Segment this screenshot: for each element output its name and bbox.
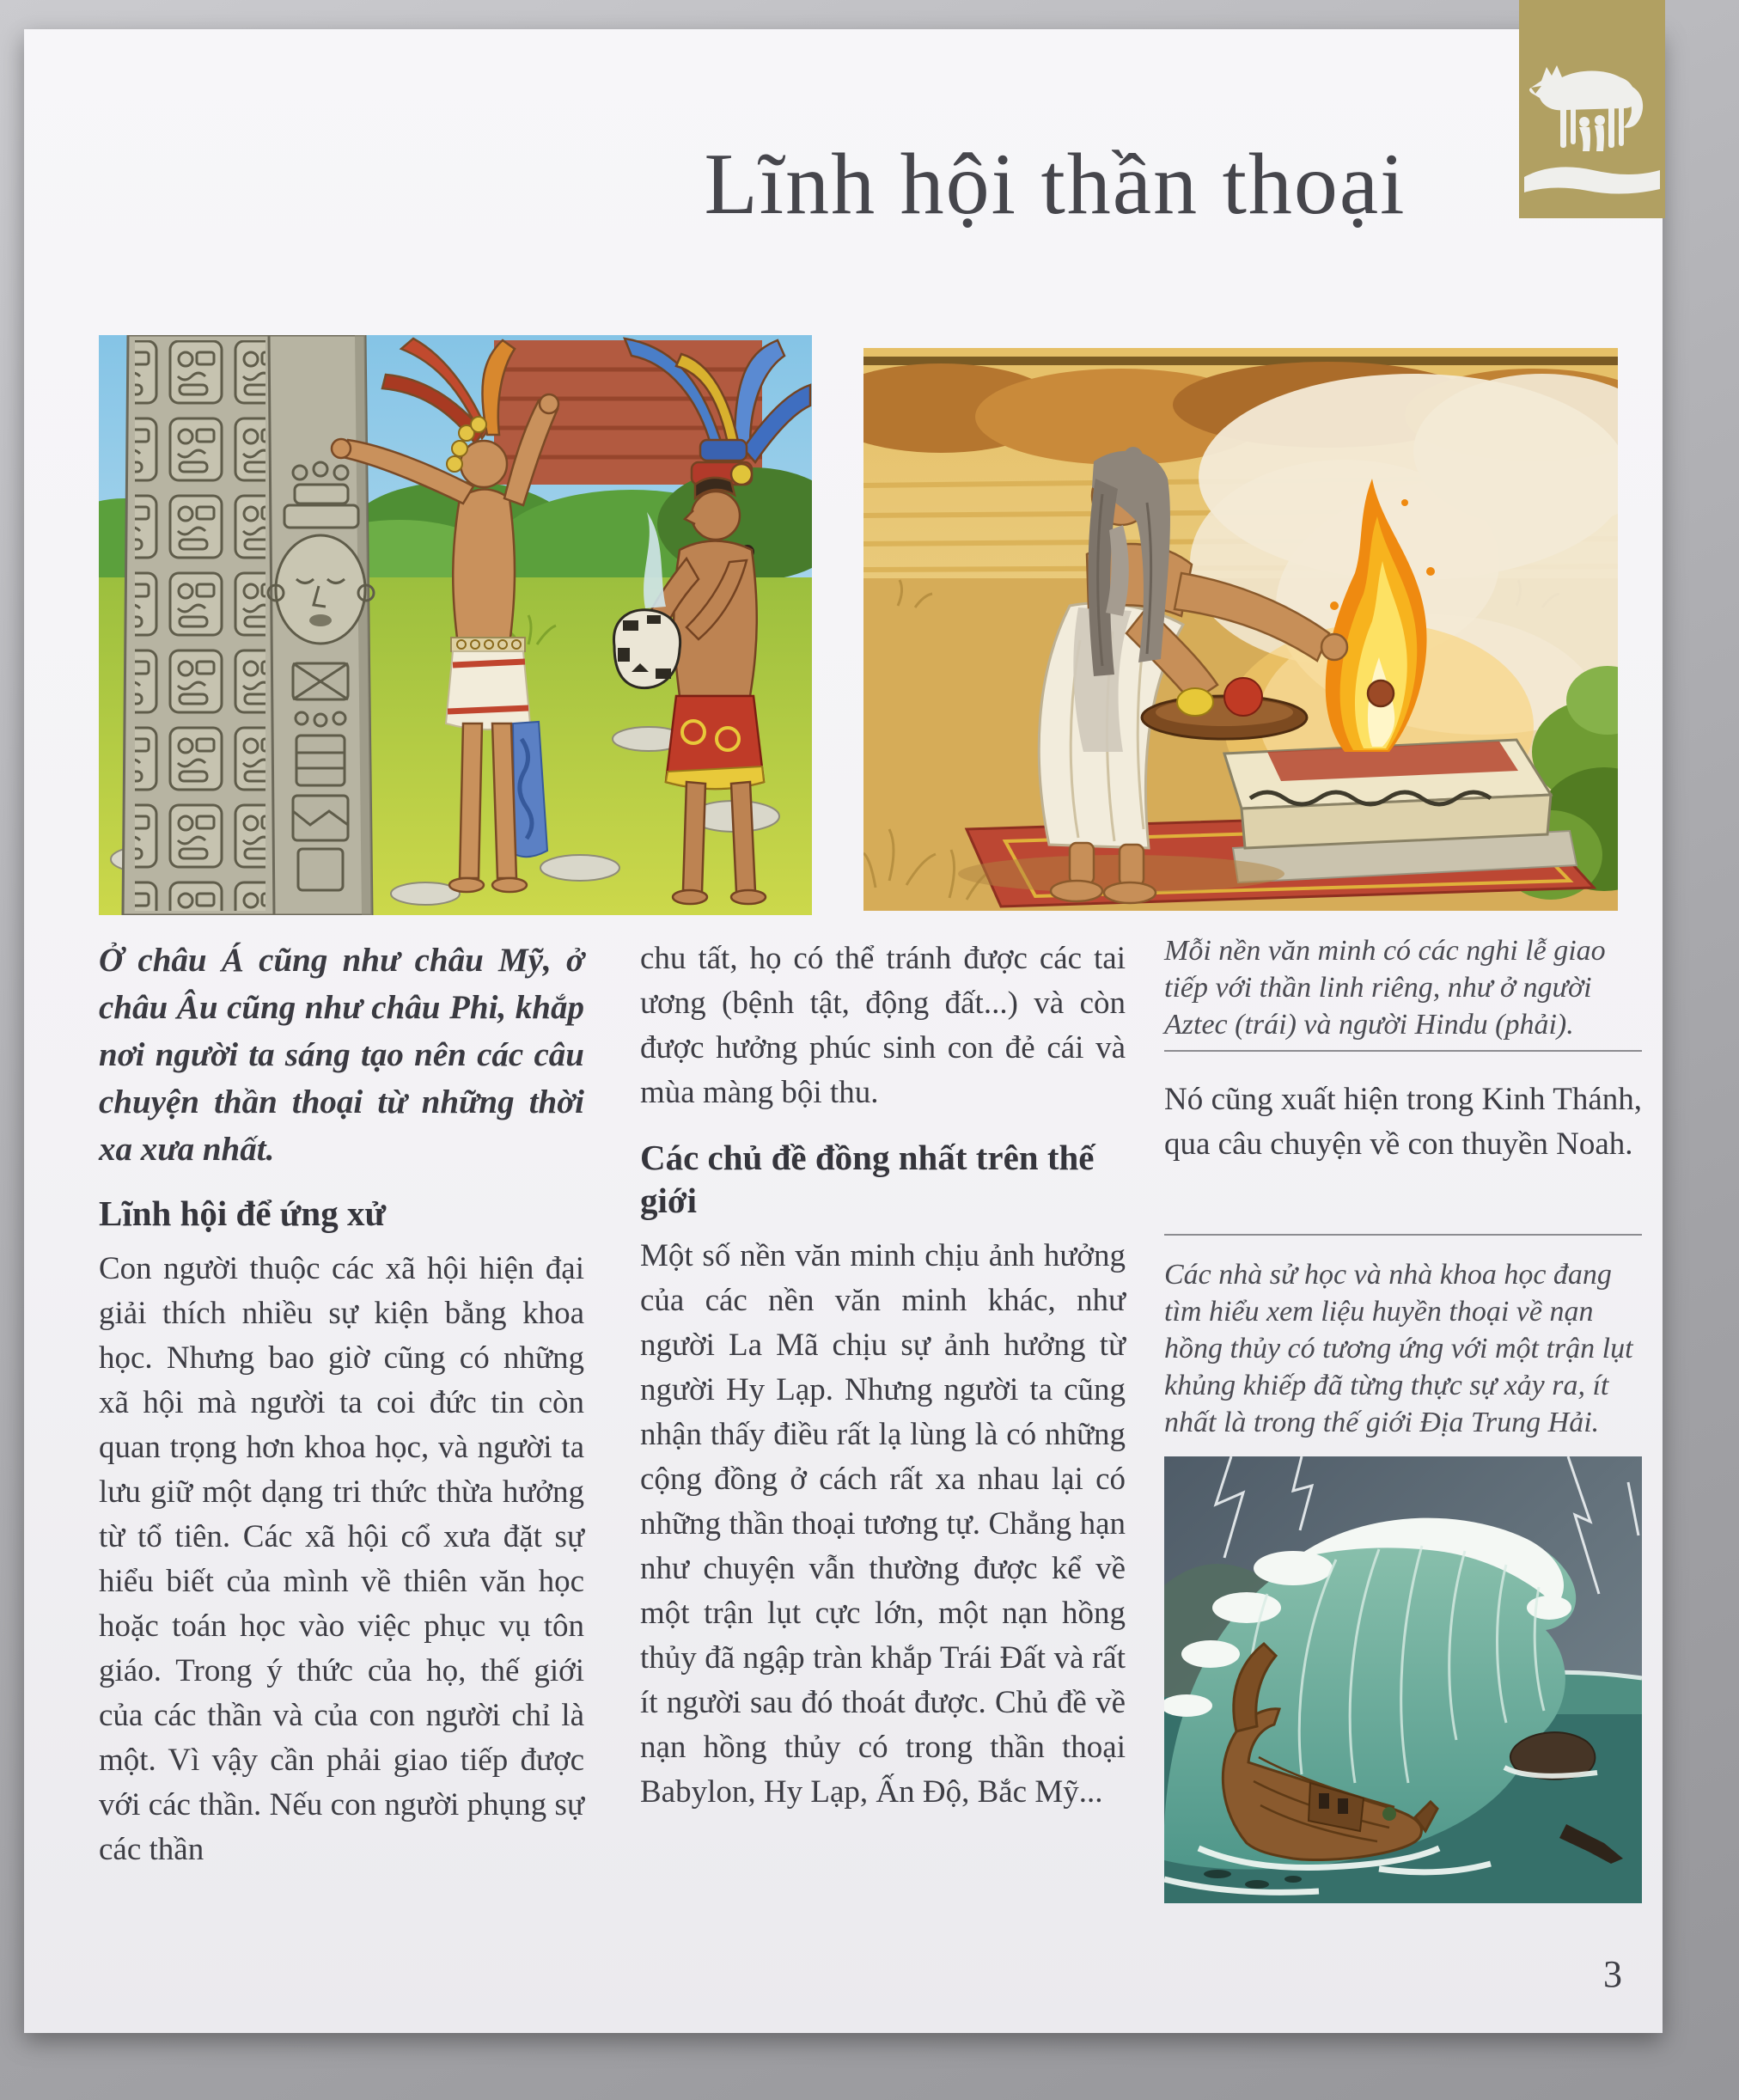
section-heading-themes: Các chủ đề đồng nhất trên thế giới [640, 1138, 1095, 1220]
section-heading-behaviour: Lĩnh hội để ứng xử [99, 1193, 387, 1233]
column2-body: Một số nền văn minh chịu ảnh hưởng của các nền văn minh khác, như người La Mã chịu sự ảnh hưởng từ người Hy Lạp. Nhưng người ta cũng nhận thấy điều rất lạ lùng là có những cộng đồng ở cách rất xa nhau lại có những thần thoại tương tự. Chẳng hạn như chuyện vẫn thường được kể về một trận lụt cực lớn, một nạn hồng thủy đã ngập tràn khắp Trái Đất và rất ít người sau đó thoát được. Chủ đề về nạn hồng thủy có trong thần thoại Babylon, Hy Lạp, Ấn Độ, Bắc Mỹ... [640, 1238, 1126, 1810]
flood-caption: Các nhà sử học và nhà khoa học đang tìm hiểu xem liệu huyền thoại về nạn hồng thủy có tương ứng với một trận lụt khủng khiếp đã từng thực sự xảy ra, ít nhất là trong thế giới Địa Trung Hải. [1164, 1259, 1633, 1438]
book-page [24, 29, 1663, 2033]
page-title: Lĩnh hội thần thoại [704, 136, 1406, 233]
flood-ark-illustration [1164, 1456, 1642, 1903]
intro-paragraph: Ở châu Á cũng như châu Mỹ, ở châu Âu cũng như châu Phi, khắp nơi người ta sáng tạo nên các câu chuyện thần thoại từ những thời xa xưa nhất. [99, 942, 584, 1168]
column2-body-top: chu tất, họ có thể tránh được các tai ương (bệnh tật, động đất...) và còn được hưởng phúc sinh con đẻ cái và mùa màng bội thu. [640, 941, 1126, 1110]
text-column-1 [99, 937, 584, 1872]
aztec-stela-illustration [99, 335, 812, 915]
chapter-band [1519, 0, 1665, 218]
text-column-3 [1164, 932, 1642, 1903]
text-column-2 [640, 937, 1126, 1815]
hindu-fire-ritual-illustration [863, 348, 1618, 911]
illustrations-caption: Mỗi nền văn minh có các nghi lễ giao tiếp với thần linh riêng, như ở người Aztec (trái) và người Hindu (phải). [1164, 935, 1606, 1041]
page-number: 3 [1603, 1953, 1622, 1995]
column3-body: Nó cũng xuất hiện trong Kinh Thánh, qua câu chuyện về con thuyền Noah. [1164, 1082, 1642, 1162]
divider-line [1164, 1050, 1642, 1052]
wolf-emblem-icon [1519, 0, 1665, 218]
divider-line [1164, 1234, 1642, 1236]
column1-body: Con người thuộc các xã hội hiện đại giải thích nhiều sự kiện bằng khoa học. Nhưng bao giờ cũng có những xã hội mà người ta coi đức tin còn quan trọng hơn khoa học, và người ta lưu giữ một dạng tri thức thừa hưởng từ tổ tiên. Các xã hội cổ xưa đặt sự hiểu biết của mình về thiên văn học hoặc toán học vào việc phục vụ tôn giáo. Trong ý thức của họ, thế giới của các thần và của con người chỉ là một. Vì vậy cần phải giao tiếp được với các thần. Nếu con người phụng sự các thần [99, 1251, 584, 1867]
